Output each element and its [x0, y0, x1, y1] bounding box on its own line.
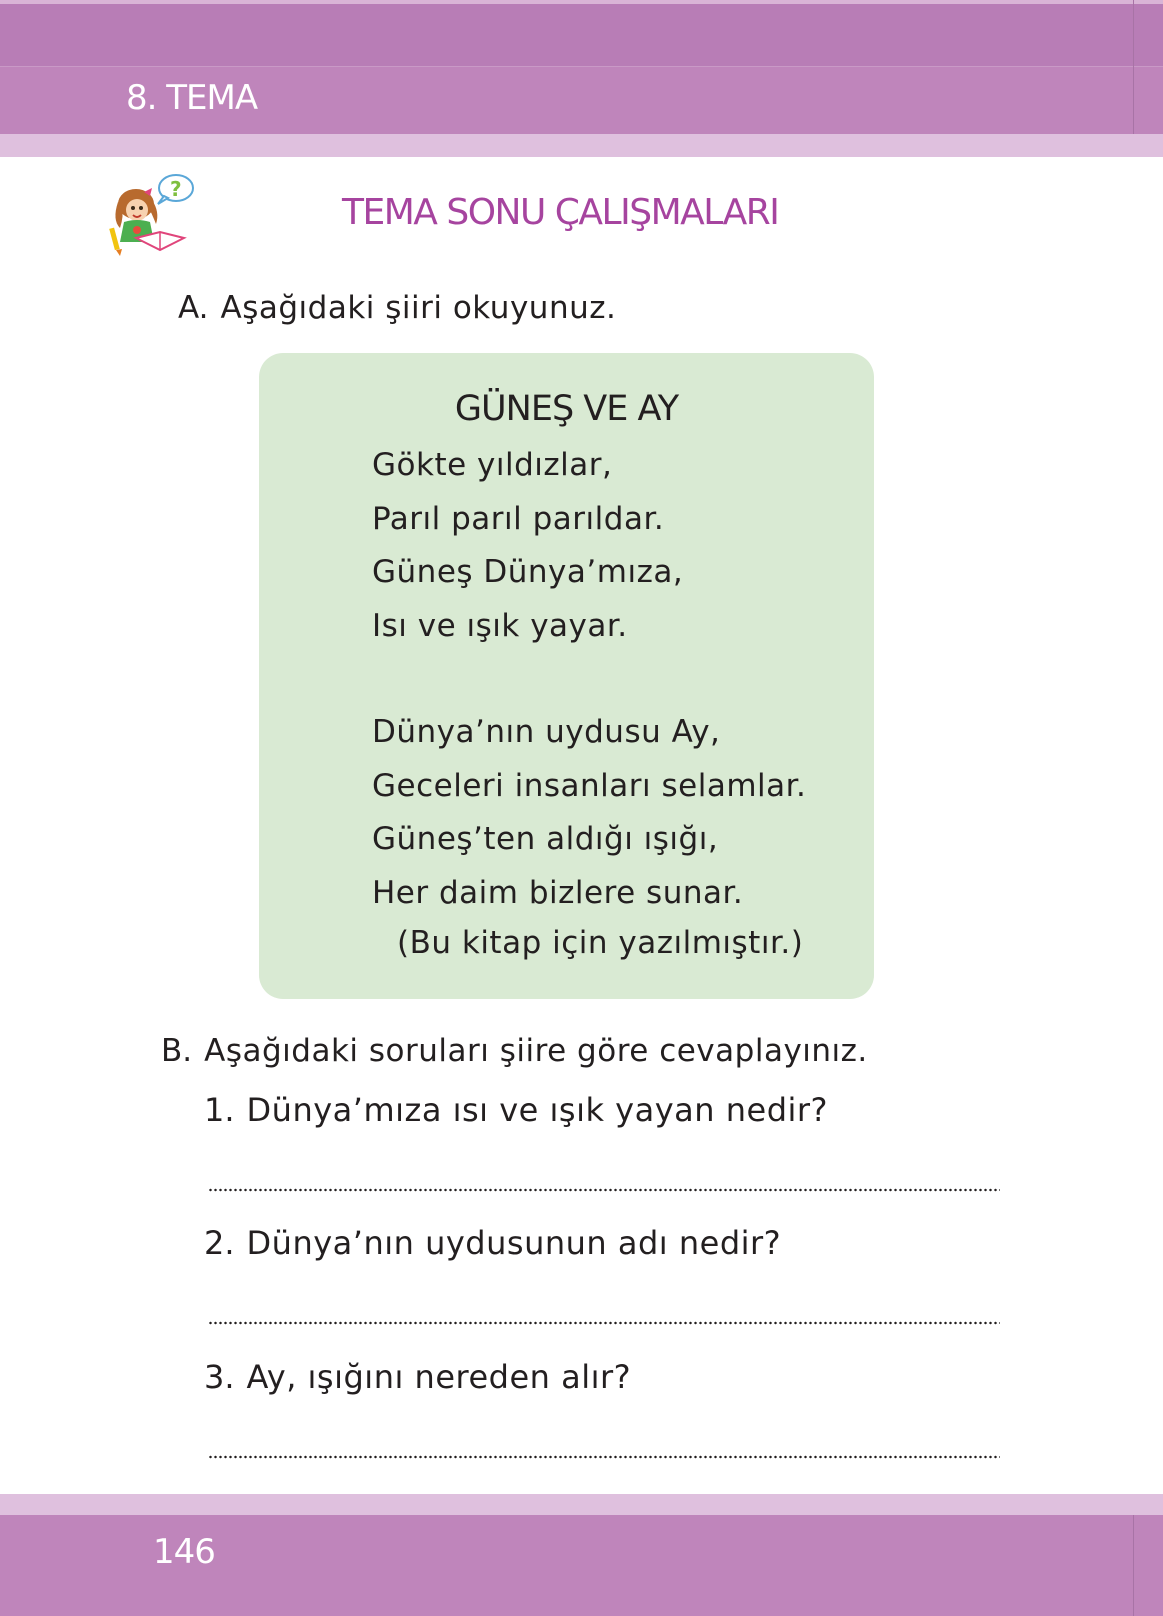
section-b-text: Aşağıdaki soruları şiire göre cevaplayınız.: [204, 1033, 868, 1069]
footer-light-stripe: [0, 1494, 1163, 1515]
poem-body: [372, 439, 806, 920]
question-text: Ay, ışığını nereden alır?: [246, 1358, 632, 1396]
section-a-letter: A.: [178, 290, 209, 326]
poem-line: Isı ve ışık yayar.: [372, 607, 628, 644]
header-light-stripe: [0, 134, 1163, 157]
page-header: [0, 0, 1163, 157]
poem-box: [259, 353, 874, 999]
section-a-text: Aşağıdaki şiiri okuyunuz.: [220, 290, 617, 326]
poem-line: Güneş’ten aldığı ışığı,: [372, 821, 719, 857]
poem-source: (Bu kitap için yazılmıştır.): [397, 925, 804, 961]
answer-line-1[interactable]: [208, 1188, 1000, 1192]
section-b-letter: B.: [161, 1033, 193, 1069]
poem-title: GÜNEŞ VE AY: [454, 389, 679, 429]
girl-reading-icon: [106, 172, 198, 258]
section-b-instruction: [161, 1033, 868, 1069]
poem-line: Parıl parıl parıldar.: [372, 500, 665, 537]
question-number: 3.: [204, 1358, 235, 1396]
question-number: 1.: [204, 1091, 235, 1129]
poem-line: Geceleri insanları selamlar.: [372, 767, 807, 804]
question-3: [204, 1358, 631, 1396]
answer-line-2[interactable]: [208, 1321, 1000, 1325]
poem-line: Her daim bizlere sunar.: [372, 874, 744, 911]
header-main-band: [0, 4, 1163, 66]
footer-divider: [1133, 1515, 1134, 1616]
page-title: TEMA SONU ÇALIŞMALARI: [342, 192, 779, 233]
question-2: [204, 1224, 781, 1262]
question-number: 2.: [204, 1224, 235, 1262]
poem-line: Dünya’nın uydusu Ay,: [372, 714, 721, 750]
poem-line: Gökte yıldızlar,: [372, 447, 613, 483]
section-a-instruction: [178, 290, 616, 326]
poem-line: Güneş Dünya’mıza,: [372, 554, 684, 590]
question-1: [204, 1091, 828, 1129]
theme-label: 8. TEMA: [126, 78, 258, 118]
header-divider: [1133, 0, 1134, 134]
question-text: Dünya’mıza ısı ve ışık yayan nedir?: [246, 1091, 829, 1129]
question-text: Dünya’nın uydusunun adı nedir?: [246, 1224, 782, 1262]
svg-text:?: ?: [170, 177, 182, 201]
stanza-gap: [372, 653, 806, 706]
page-number: 146: [153, 1532, 215, 1572]
answer-line-3[interactable]: [208, 1455, 1000, 1459]
